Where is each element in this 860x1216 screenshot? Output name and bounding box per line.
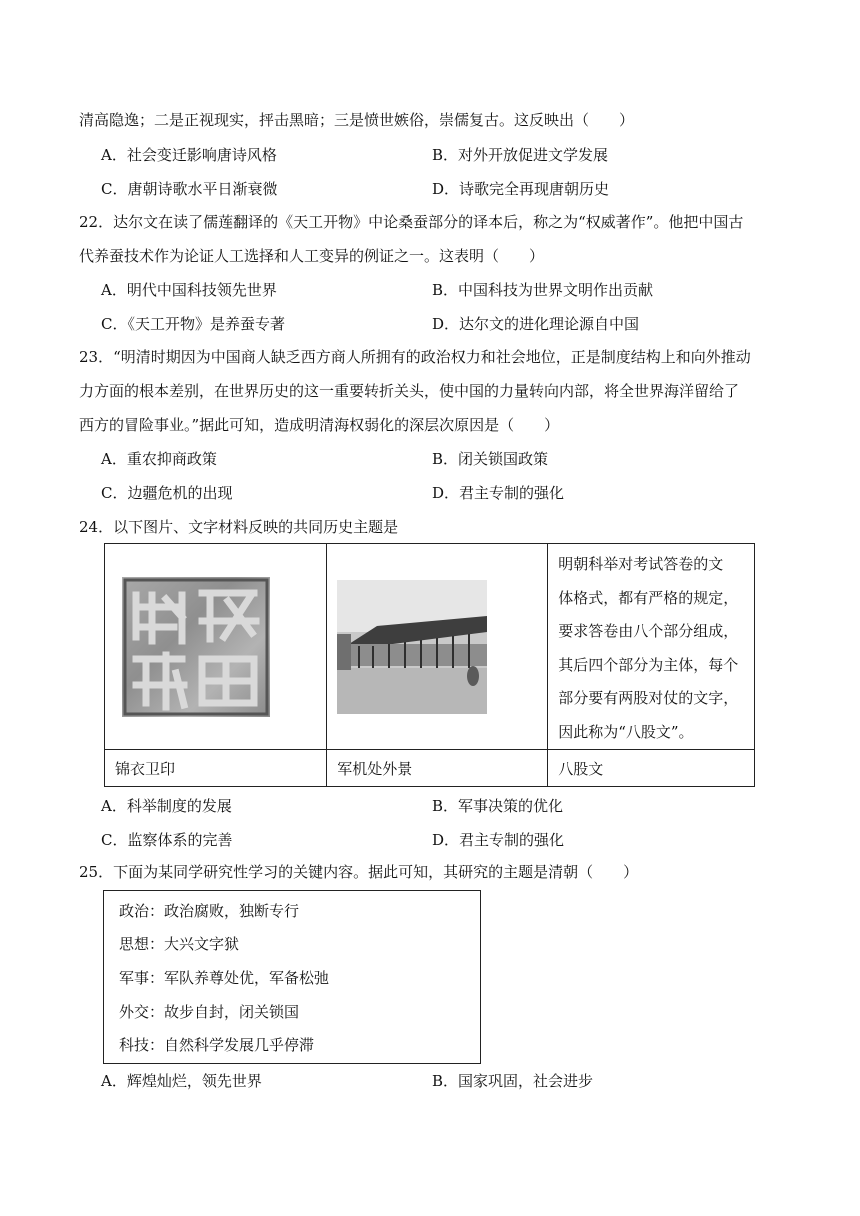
q25-option-b[interactable]: B．国家巩固，社会进步 xyxy=(432,1072,594,1090)
q23-stem-line3: 西方的冒险事业。”据此可知，造成明清海权弱化的深层次原因是（ ） xyxy=(79,416,560,434)
q24-option-b[interactable]: B．军事决策的优化 xyxy=(432,797,564,815)
q25-option-a[interactable]: A．辉煌灿烂，领先世界 xyxy=(101,1072,262,1090)
caption-junjichu: 军机处外景 xyxy=(327,750,548,787)
q23-option-d[interactable]: D．君主专制的强化 xyxy=(432,484,565,502)
q22-option-d[interactable]: D．达尔文的进化理论源自中国 xyxy=(432,315,640,333)
junjichu-photo xyxy=(337,580,487,714)
q24-stem: 24．以下图片、文字材料反映的共同历史主题是 xyxy=(79,518,399,536)
q25-material-box xyxy=(103,890,481,1064)
q21-option-a[interactable]: A．社会变迁影响唐诗风格 xyxy=(101,146,277,164)
box-line-diplomacy: 外交：故步自封，闭关锁国 xyxy=(119,1003,300,1021)
baguwen-text-line: 其后四个部分为主体，每个 xyxy=(558,655,739,674)
q23-stem-line1: 23．“明清时期因为中国商人缺乏西方商人所拥有的政治权力和社会地位，正是制度结构上和向外推动 xyxy=(79,348,751,366)
caption-seal: 锦衣卫印 xyxy=(105,750,327,787)
q24-material-table xyxy=(104,543,755,787)
q22-stem-line2: 代养蚕技术作为论证人工选择和人工变异的例证之一。这表明（ ） xyxy=(79,247,545,265)
q24-option-a[interactable]: A．科举制度的发展 xyxy=(101,797,232,815)
baguwen-text-line: 明朝科举对考试答卷的文 xyxy=(558,555,724,573)
q25-stem: 25．下面为某同学研究性学习的关键内容。据此可知，其研究的主题是清朝（ ） xyxy=(79,863,639,881)
q23-option-a[interactable]: A．重农抑商政策 xyxy=(101,450,217,468)
junjichu-image-cell xyxy=(327,544,548,750)
baguwen-text-line: 因此称为“八股文”。 xyxy=(558,722,694,741)
q24-option-c[interactable]: C．监察体系的完善 xyxy=(101,831,233,849)
baguwen-text-cell xyxy=(548,544,755,750)
box-line-thought: 思想：大兴文字狱 xyxy=(119,935,240,953)
q21-stem-tail: 清高隐逸；二是正视现实，抨击黑暗；三是愤世嫉俗，崇儒复古。这反映出（ ） xyxy=(79,111,635,129)
q23-option-c[interactable]: C．边疆危机的出现 xyxy=(101,484,233,502)
q21-option-b[interactable]: B．对外开放促进文学发展 xyxy=(432,146,609,164)
q22-option-b[interactable]: B．中国科技为世界文明作出贡献 xyxy=(432,281,654,299)
q23-option-b[interactable]: B．闭关锁国政策 xyxy=(432,450,549,468)
q21-option-d[interactable]: D．诗歌完全再现唐朝历史 xyxy=(432,180,610,198)
box-line-military: 军事：军队养尊处优，军备松弛 xyxy=(119,969,330,987)
q21-option-c[interactable]: C．唐朝诗歌水平日渐衰微 xyxy=(101,180,278,198)
q23-stem-line2: 力方面的根本差别，在世界历史的这一重要转折关头，使中国的力量转向内部，将全世界海洋留给了 xyxy=(79,382,740,400)
seal-image xyxy=(122,577,270,717)
q24-option-d[interactable]: D．君主专制的强化 xyxy=(432,831,565,849)
box-line-science: 科技：自然科学发展几乎停滞 xyxy=(119,1036,315,1054)
seal-image-cell xyxy=(105,544,327,750)
q22-option-a[interactable]: A．明代中国科技领先世界 xyxy=(101,281,277,299)
building-photo-icon xyxy=(337,580,487,714)
q22-option-c[interactable]: C．《天工开物》是养蚕专著 xyxy=(101,315,285,333)
baguwen-text-line: 要求答卷由八个部分组成， xyxy=(558,622,739,640)
baguwen-text-line: 体格式，都有严格的规定， xyxy=(558,588,739,607)
seal-stamp-icon xyxy=(122,577,270,717)
box-line-politics: 政治：政治腐败，独断专行 xyxy=(119,902,300,920)
q22-stem-line1: 22．达尔文在读了儒莲翻译的《天工开物》中论桑蚕部分的译本后，称之为“权威著作”。他把中国古 xyxy=(79,213,744,231)
caption-baguwen: 八股文 xyxy=(548,750,755,787)
baguwen-text-line: 部分要有两股对仗的文字， xyxy=(558,689,739,707)
